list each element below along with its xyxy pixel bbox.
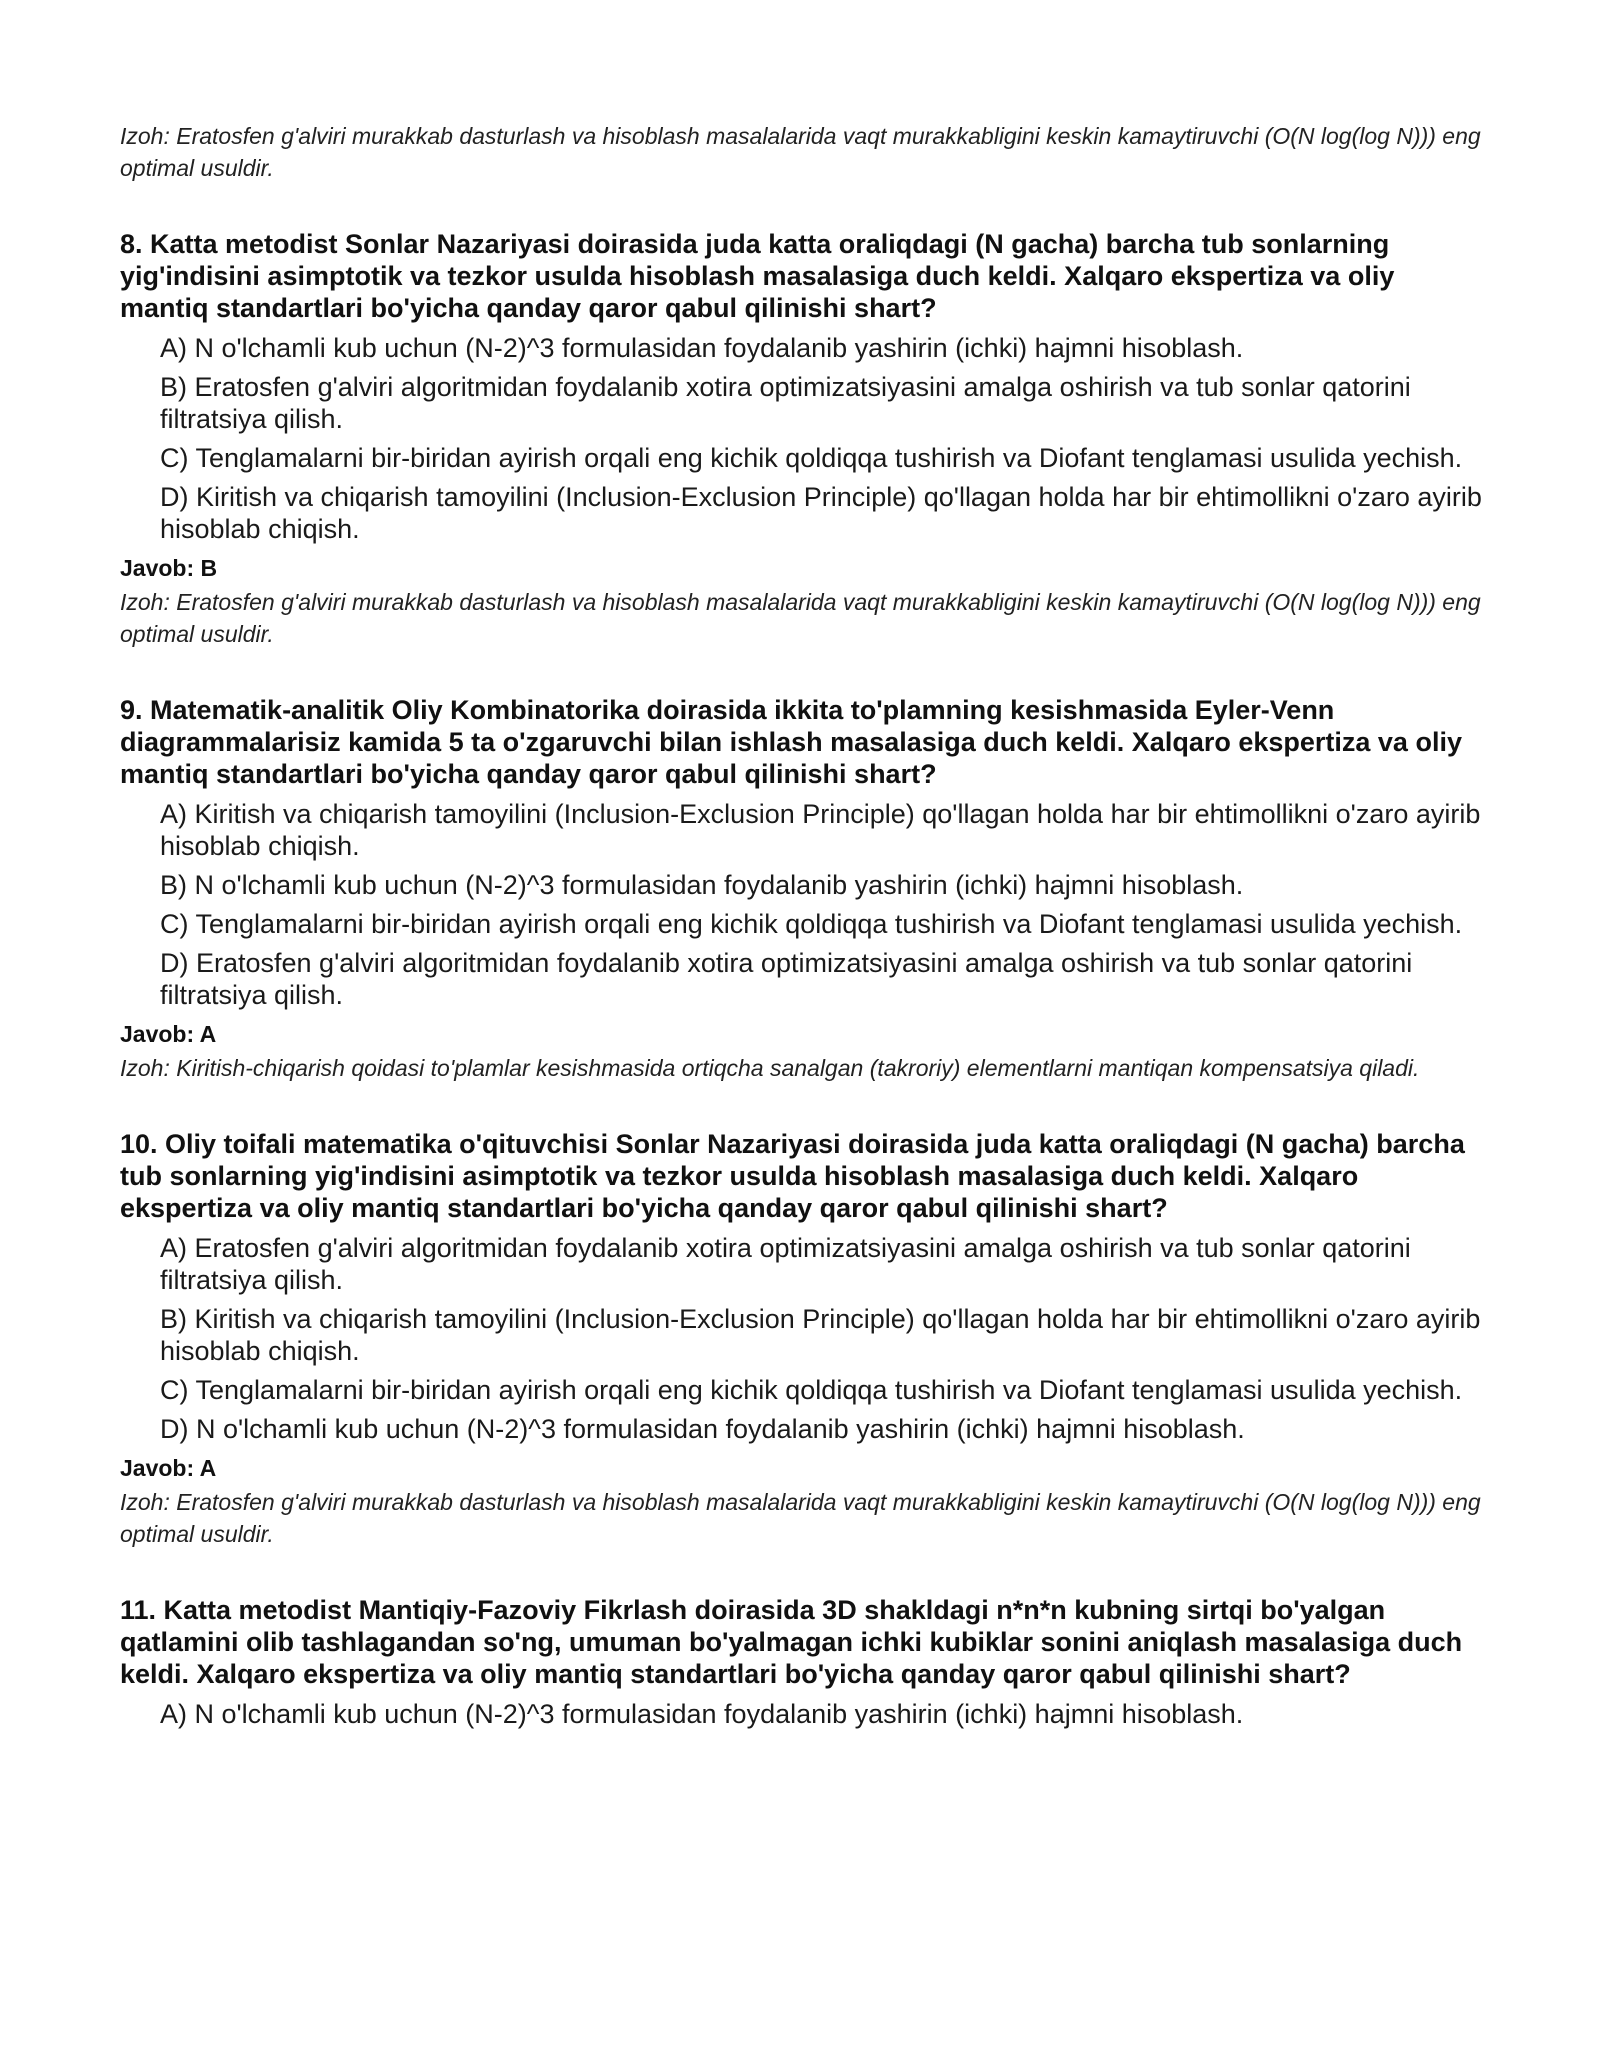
- option-b: B) N o'lchamli kub uchun (N-2)^3 formulasidan foydalanib yashirin (ichki) hajmni hisoblash.: [160, 870, 1244, 900]
- answer-label: Javob: A: [120, 1455, 217, 1481]
- option-c: C) Tenglamalarni bir-biridan ayirish orqali eng kichik qoldiqqa tushirish va Diofant tenglamasi usulida yechish.: [160, 1375, 1463, 1405]
- option-c: C) Tenglamalarni bir-biridan ayirish orqali eng kichik qoldiqqa tushirish va Diofant tenglamasi usulida yechish.: [160, 443, 1463, 473]
- option-d: D) Kiritish va chiqarish tamoyilini (Inclusion-Exclusion Principle) qo'llagan holda har bir ehtimollikni o'zaro ayirib hisoblab chiqish.: [160, 482, 1482, 544]
- options-list: [120, 798, 1490, 1011]
- question-8: [120, 228, 1490, 650]
- answer-label: Javob: B: [120, 555, 218, 581]
- option-d: D) N o'lchamli kub uchun (N-2)^3 formulasidan foydalanib yashirin (ichki) hajmni hisoblash.: [160, 1414, 1245, 1444]
- question-text: 11. Katta metodist Mantiqiy-Fazoviy Fikrlash doirasida 3D shakldagi n*n*n kubning sirtqi bo'yalgan qatlamini olib tashlagandan so'ng, umuman bo'yalmagan ichki kubiklar sonini aniqlash masalasiga duch keldi. Xalqaro ekspertiza va oliy mantiq standartlari bo'yicha qanday qaror qabul qilinishi shart?: [120, 1595, 1463, 1689]
- options-list: [120, 1698, 1490, 1730]
- question-text: 10. Oliy toifali matematika o'qituvchisi Sonlar Nazariyasi doirasida juda katta oraliqdagi (N gacha) barcha tub sonlarning yig'indisini asimptotik va tezkor usulda hisoblash masalasiga duch keldi. Xalqaro ekspertiza va oliy mantiq standartlari bo'yicha qanday qaror qabul qilinishi shart?: [120, 1129, 1465, 1223]
- option-a: A) Eratosfen g'alviri algoritmidan foydalanib xotira optimizatsiyasini amalga oshirish va tub sonlar qatorini filtratsiya qilish.: [160, 1233, 1411, 1295]
- option-a: A) N o'lchamli kub uchun (N-2)^3 formulasidan foydalanib yashirin (ichki) hajmni hisoblash.: [160, 1699, 1244, 1729]
- question-11: [120, 1594, 1490, 1730]
- question-text: 9. Matematik-analitik Oliy Kombinatorika doirasida ikkita to'plamning kesishmasida Eyler-Venn diagrammalarisiz kamida 5 ta o'zgaruvchi bilan ishlash masalasiga duch keldi. Xalqaro ekspertiza va oliy mantiq standartlari bo'yicha qanday qaror qabul qilinishi shart?: [120, 695, 1462, 789]
- answer-label: Javob: A: [120, 1021, 217, 1047]
- option-a: A) Kiritish va chiqarish tamoyilini (Inclusion-Exclusion Principle) qo'llagan holda har bir ehtimollikni o'zaro ayirib hisoblab chiqish.: [160, 799, 1481, 861]
- options-list: [120, 332, 1490, 545]
- question-9: [120, 694, 1490, 1084]
- options-list: [120, 1232, 1490, 1445]
- option-b: B) Kiritish va chiqarish tamoyilini (Inclusion-Exclusion Principle) qo'llagan holda har bir ehtimollikni o'zaro ayirib hisoblab chiqish.: [160, 1304, 1481, 1366]
- top-note: Izoh: Eratosfen g'alviri murakkab dasturlash va hisoblash masalalarida vaqt murakkabligini keskin kamaytiruvchi (O(N log(log N))) eng optimal usuldir.: [120, 123, 1481, 181]
- option-c: C) Tenglamalarni bir-biridan ayirish orqali eng kichik qoldiqqa tushirish va Diofant tenglamasi usulida yechish.: [160, 909, 1463, 939]
- question-text: 8. Katta metodist Sonlar Nazariyasi doirasida juda katta oraliqdagi (N gacha) barcha tub sonlarning yig'indisini asimptotik va tezkor usulda hisoblash masalasiga duch keldi. Xalqaro ekspertiza va oliy mantiq standartlari bo'yicha qanday qaror qabul qilinishi shart?: [120, 229, 1395, 323]
- question-10: [120, 1128, 1490, 1550]
- option-a: A) N o'lchamli kub uchun (N-2)^3 formulasidan foydalanib yashirin (ichki) hajmni hisoblash.: [160, 333, 1244, 363]
- explanation-note: Izoh: Eratosfen g'alviri murakkab dasturlash va hisoblash masalalarida vaqt murakkabligini keskin kamaytiruvchi (O(N log(log N))) eng optimal usuldir.: [120, 1489, 1481, 1547]
- option-d: D) Eratosfen g'alviri algoritmidan foydalanib xotira optimizatsiyasini amalga oshirish va tub sonlar qatorini filtratsiya qilish.: [160, 948, 1413, 1010]
- explanation-note: Izoh: Kiritish-chiqarish qoidasi to'plamlar kesishmasida ortiqcha sanalgan (takroriy) elementlarni mantiqan kompensatsiya qiladi.: [120, 1055, 1420, 1081]
- document-page: [120, 120, 1490, 1737]
- explanation-note: Izoh: Eratosfen g'alviri murakkab dasturlash va hisoblash masalalarida vaqt murakkabligini keskin kamaytiruvchi (O(N log(log N))) eng optimal usuldir.: [120, 589, 1481, 647]
- option-b: B) Eratosfen g'alviri algoritmidan foydalanib xotira optimizatsiyasini amalga oshirish va tub sonlar qatorini filtratsiya qilish.: [160, 372, 1411, 434]
